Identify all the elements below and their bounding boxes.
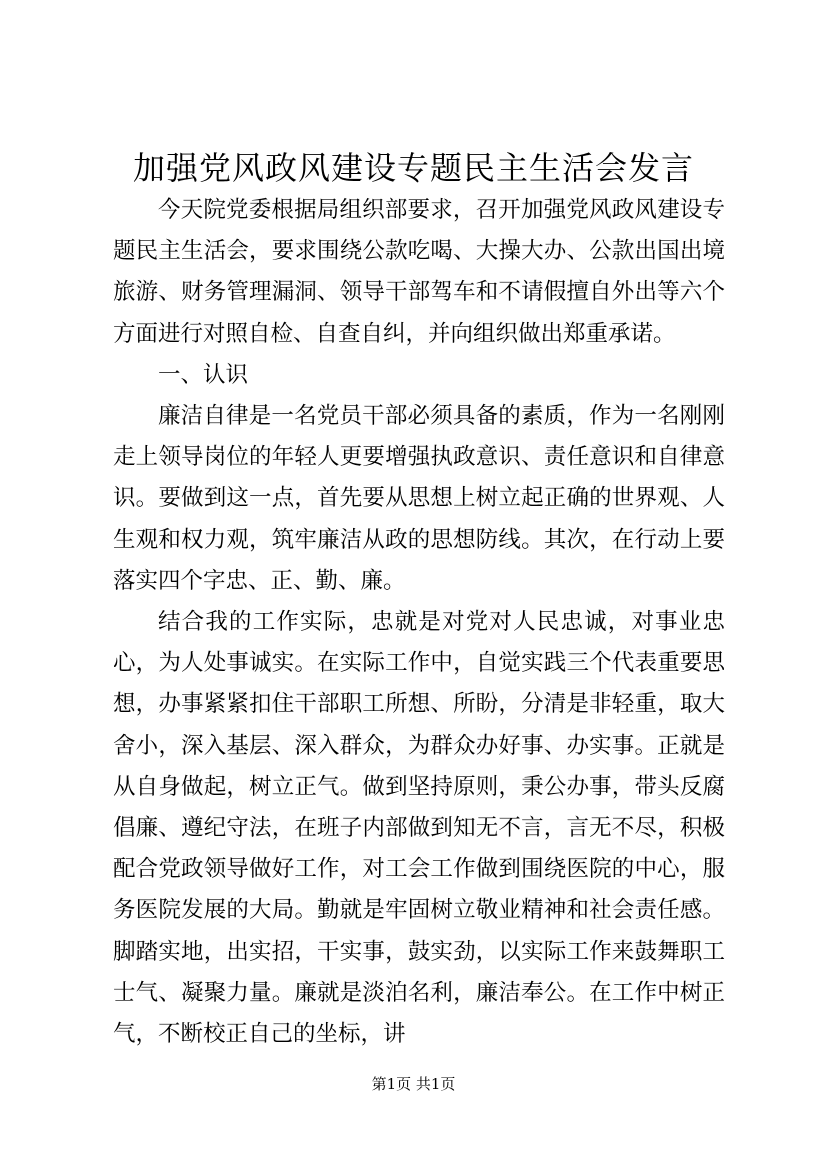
document-body [113,190,725,1055]
section-heading: 一、认识 [158,361,249,388]
page-footer: 第1页 共1页 [371,1075,456,1093]
paragraph-intro: 今天院党委根据局组织部要求，召开加强党风政风建设专题民主生活会，要求围绕公款吃喝、大操大办、公款出国出境旅游、财务管理漏洞、领导干部驾车和不请假擅自外出等六个方面进行对照自检、自查自纠，并向组织做出郑重承诺。 [113,197,725,347]
paragraph-work-practice: 结合我的工作实际，忠就是对党对人民忠诚，对事业忠心，为人处事诚实。在实际工作中，自觉实践三个代表重要思想，办事紧紧扣住干部职工所想、所盼，分清是非轻重，取大舍小，深入基层、深入群众，为群众办好事、办实事。正就是从自身做起，树立正气。做到坚持原则，秉公办事，带头反腐倡廉、遵纪守法，在班子内部做到知无不言，言无不尽，积极配合党政领导做好工作，对工会工作做到围绕医院的中心，服务医院发展的大局。勤就是牢固树立敬业精神和社会责任感。脚踏实地，出实招，干实事，鼓实劲，以实际工作来鼓舞职工士气、凝聚力量。廉就是淡泊名利，廉洁奉公。在工作中树正气，不断校正自己的坐标，讲 [113,609,725,1048]
paragraph-self-discipline: 廉洁自律是一名党员干部必须具备的素质，作为一名刚刚走上领导岗位的年轻人更要增强执政意识、责任意识和自律意识。要做到这一点，首先要从思想上树立起正确的世界观、人生观和权力观，筑牢廉洁从政的思想防线。其次，在行动上要落实四个字忠、正、勤、廉。 [113,403,725,594]
document-title: 加强党风政风建设专题民主生活会发言 [132,149,694,187]
